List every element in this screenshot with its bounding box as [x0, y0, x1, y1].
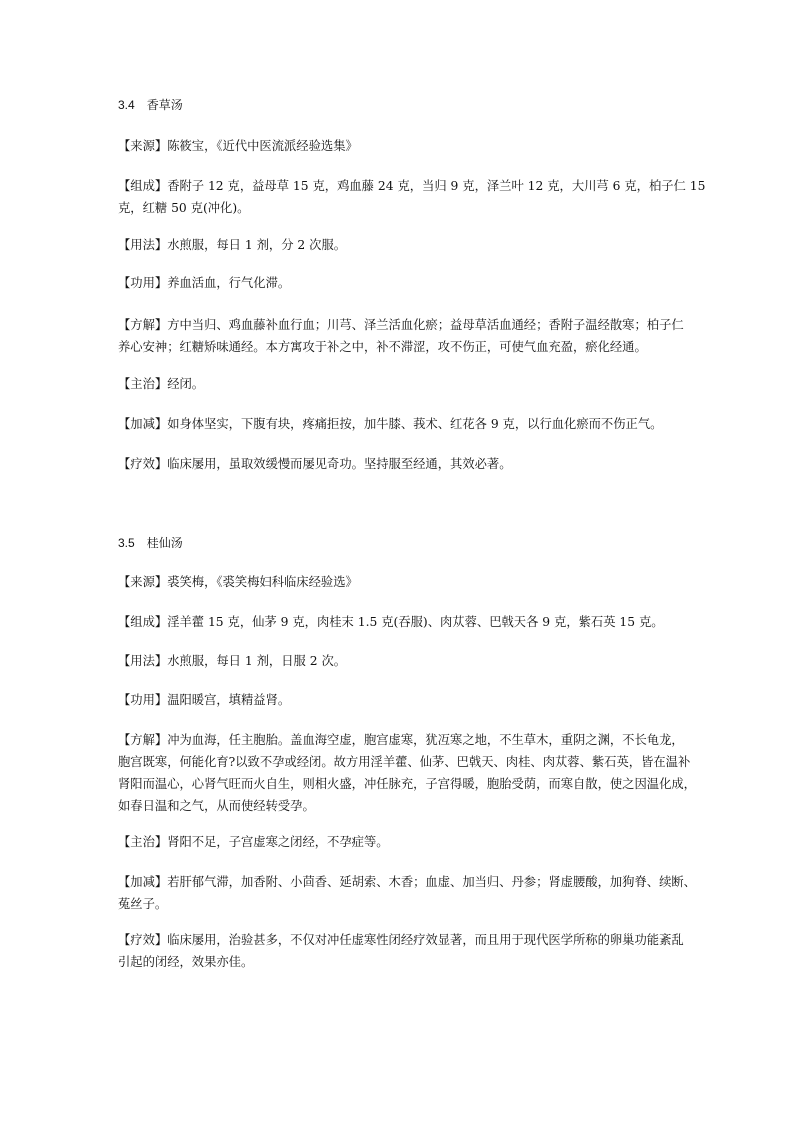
text-line: 【方解】方中当归、鸡血藤补血行血；川芎、泽兰活血化瘀；益母草活血通经；香附子温经散寒；柏子仁	[118, 318, 684, 332]
section-number: 3.5	[118, 536, 135, 550]
text-line: 引起的闭经，效果亦佳。	[118, 955, 254, 969]
text-line: 胞宫既寒，何能化育?以致不孕或经闭。故方用淫羊藿、仙茅、巴戟天、肉桂、肉苁蓉、紫石英，皆在温补	[118, 755, 691, 769]
text-line: 菟丝子。	[118, 897, 168, 911]
composition-paragraph	[118, 175, 706, 219]
explanation-paragraph	[118, 729, 696, 817]
modification-paragraph: 【加减】如身体坚实，下腹有块，疼痛拒按，加牛膝、莪术、红花各 9 克，以行血化瘀而不伤正气。	[118, 417, 663, 431]
composition-paragraph: 【组成】淫羊藿 15 克，仙茅 9 克，肉桂末 1.5 克(吞服)、肉苁蓉、巴戟天各 9 克，紫石英 15 克。	[118, 615, 664, 629]
text-line: 【加减】若肝郁气滞，加香附、小茴香、延胡索、木香；血虚、加当归、丹参；肾虚腰酸，加狗脊、续断、	[118, 875, 696, 889]
text-line: 克，红糖 50 克(冲化)。	[118, 201, 250, 215]
section-title: 桂仙汤	[146, 536, 183, 550]
text-line: 【组成】香附子 12 克，益母草 15 克，鸡血藤 24 克，当归 9 克，泽兰叶 12 克，大川芎 6 克，柏子仁 15	[118, 179, 706, 193]
source-paragraph: 【来源】裘笑梅，《裘笑梅妇科临床经验选》	[118, 575, 358, 589]
section-heading	[118, 535, 183, 551]
text-line: 如春日温和之气，从而使经转受孕。	[118, 799, 315, 813]
indication-paragraph: 【主治】肾阳不足，子宫虚寒之闭经，不孕症等。	[118, 835, 389, 849]
text-line: 【方解】冲为血海，任主胞胎。盖血海空虚，胞宫虚寒，犹冱寒之地，不生草木，重阴之渊，不长龟龙，	[118, 733, 684, 747]
text-line: 养心安神；红糖矫味通经。本方寓攻于补之中，补不滞涩，攻不伤正，可使气血充盈，瘀化经通。	[118, 340, 647, 354]
indication-paragraph: 【主治】经闭。	[118, 377, 205, 391]
usage-paragraph: 【用法】水煎服，每日 1 剂，日服 2 次。	[118, 654, 347, 668]
section-number: 3.4	[118, 98, 135, 112]
text-line: 【疗效】临床屡用，治验甚多，不仅对冲任虚寒性闭经疗效显著，而且用于现代医学所称的卵巢功能紊乱	[118, 933, 684, 947]
explanation-paragraph	[118, 314, 684, 358]
section-heading	[118, 97, 183, 113]
usage-paragraph: 【用法】水煎服，每日 1 剂，分 2 次服。	[118, 238, 347, 252]
source-paragraph: 【来源】陈筱宝，《近代中医流派经验选集》	[118, 139, 358, 153]
function-paragraph: 【功用】温阳暖宫，填精益肾。	[118, 693, 291, 707]
modification-paragraph	[118, 871, 696, 915]
efficacy-paragraph: 【疗效】临床屡用，虽取效缓慢而屡见奇功。坚持服至经通，其效必著。	[118, 457, 512, 471]
section-title: 香草汤	[146, 98, 183, 112]
function-paragraph: 【功用】养血活血，行气化滞。	[118, 276, 291, 290]
efficacy-paragraph	[118, 929, 684, 973]
text-line: 肾阳而温心，心肾气旺而火自生，则相火盛，冲任脉充，子宫得暖，胞胎受荫，而寒自散，使之因温化成，	[118, 777, 696, 791]
